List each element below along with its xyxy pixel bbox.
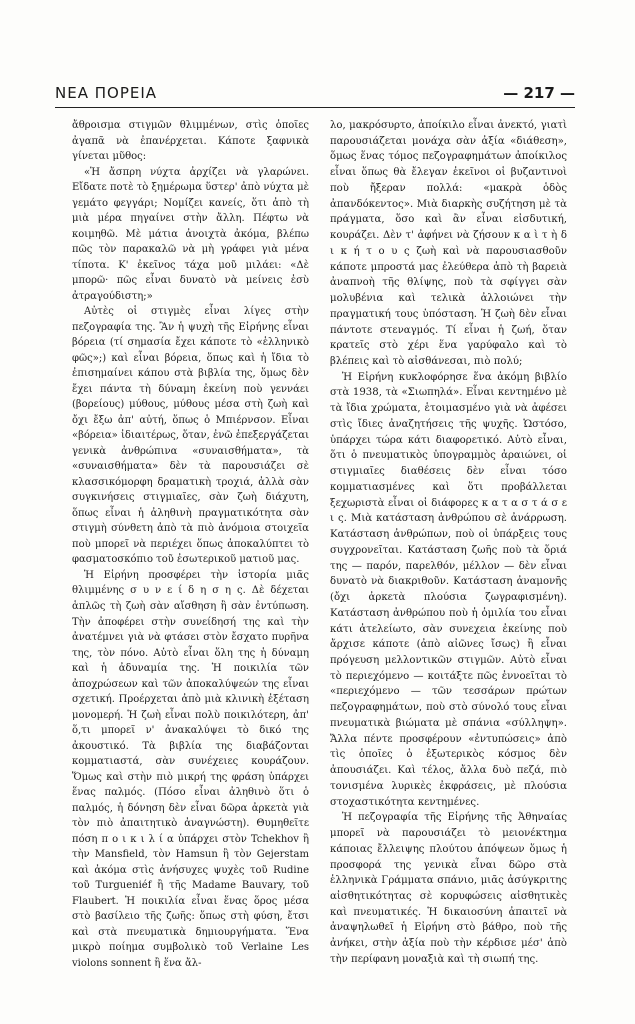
paragraph: ἄθροισμα στιγμῶν θλιμμένων, στὶς ὁποῖες ἀγαπᾶ νὰ ἐπανέρχεται. Κάποτε ξαφνικὰ γίνεται μῦθος: xyxy=(72,120,309,163)
running-header xyxy=(55,84,575,106)
paragraph: Ἡ Εἰρήνη κυκλοφόρησε ἕνα ἀκόμη βιβλίο στὰ 1938, τὰ «Σιωπηλά». Εἶναι κεντημένο μὲ τὰ ἴδια χρώματα, ἑτοιμασμένο γιὰ νὰ ἀφέσει στὶς ἴδιες ἀναζητήσεις τῆς ψυχῆς. Ὡστόσο, ὑπάρχει τώρα κάτι διαφορετικό. Αὐτὸ εἶναι, ὅτι ὁ πνευματικὸς ὑπογραμμὸς ἀραιώνει, οἱ στιγμιαῖες διαθέσεις δὲν εἶναι τόσο κομματιασμένες καὶ ὅτι προβάλλεται ξεχωριστὰ εἶναι οἱ διάφορες κ α τ α σ τ ά σ ε ι ς. Μιὰ κατάσταση ἀνθρώπου σὲ ἀνάρρωση. Κατάσταση ἀνθρώπων, ποὺ οἱ ὑπάρξεις τους συγχρονεῖται. Κατάσταση ζωῆς ποὺ τὰ ὅριά της — παρόν, παρελθόν, μέλλον — δὲν εἶναι δυνατὸ νὰ διακριθοῦν. Κατάσταση ἀναμονῆς (ὄχι ἀρκετὰ πλούσια ζωγραφισμένη). Κατάσταση ἀνθρώπου ποὺ ἡ ὁμιλία του εἶναι κάτι ἀτελείωτο, σὰν συνεχεια ἐκείνης ποὺ ἄρχισε κάποτε (ἀπὸ αἰῶνες ἴσως) ἢ εἶναι πρόγευση μελλοντικῶν στιγμῶν. Αὐτὸ εἶναι τὸ περιεχόμενο — κοιτάξτε πῶς ἐννοεῖται τὸ «περιεχόμενο — τῶν τεσσάρων πρώτων πεζογραφημάτων, ποὺ στὸ σύνολό τους εἶναι πνευματικὰ βιώματα μὲ σπάνια «σύλληψη». Ἄλλα πέντε προσφέρουν «ἐντυπώσεις» ἀπὸ τὶς ὁποῖες ὁ ἐξωτερικὸς κόσμος δὲν ἀπουσιάζει. Καὶ τέλος, ἄλλα δυὸ πεζά, πιὸ τονισμένα λυρικὲς ἐκφράσεις, μὲ πλούσια στοχαστικότητα κεντημένες. xyxy=(330,371,567,808)
paragraph: Ἡ πεζογραφία τῆς Εἰρήνης τῆς Ἀθηναίας μπορεῖ νὰ παρουσιάζει τὸ μειονέκτημα κάποιας ἔλλειψης πλούτου ἀπόψεων ὅμως ἡ προσφορά της γενικὰ εἶναι δῶρο στὰ ἑλληνικὰ Γράμματα σπάνιο, μιᾶς ἀσύγκριτης αἰσθητικότητας σὲ κορυφώσεις αἰσθητικὲς καὶ πνευματικές. Ἡ δικαιοσύνη ἀπαιτεῖ νὰ ἀναψηλωθεῖ ἡ Εἰρήνη στὸ βάθρο, ποὺ τῆς ἀνήκει, στὴν ἀξία ποὺ τὴν κέρδισε μέσ' ἀπὸ τὴν περίφανη μοναξιὰ καὶ τὴ σιωπή της. xyxy=(330,812,567,965)
header-rule xyxy=(55,107,575,108)
left-column xyxy=(72,118,309,971)
page-number: — 217 — xyxy=(503,84,575,102)
journal-title: ΝΕΑ ΠΟΡΕΙΑ xyxy=(55,84,158,102)
right-column xyxy=(330,118,567,968)
paragraph: λο, μακρόσυρτο, ἀποίκιλο εἶναι ἀνεκτό, γιατὶ παρουσιάζεται μονάχα σὰν ἀξία «διάθεση», ὅμως ἕνας τόμος πεζογραφημάτων ἀποίκιλος εἶναι ὅπως θὰ ἔλεγαν ἐκεῖνοι οἱ βυζαντινοὶ ποὺ ἤξεραν πολλά: «μακρὰ ὁδὸς ἀπανδόκεντος». Μιὰ διαρκὴς συζήτηση μὲ τὰ πράγματα, ὅσο καὶ ἂν εἶναι εἰσδυτική, κουράζει. Δὲν τ' ἀφήνει νὰ ζήσουν κ α ὶ τ ὴ δ ι κ ή τ ο υ ς ζωὴ καὶ νὰ παρουσιασθοῦν κάποτε μπροστά μας ἐλεύθερα ἀπὸ τὴ βαρειὰ ἀναπνοὴ τῆς θλίψης, ποὺ τὰ σφίγγει σὰν μολυβένια καὶ τελικὰ ἀλλοιώνει τὴν πραγματική τους ὑπόσταση. Ἡ ζωὴ δὲν εἶναι πάντοτε στεναγμός. Τί εἶναι ἡ ζωή, ὅταν κρατεῖς στὸ χέρι ἕνα γαρύφαλο καὶ τὸ βλέπεις καὶ τὸ αἰσθάνεσαι, πιὸ πολύ; xyxy=(330,120,567,368)
paragraph: Αὐτὲς οἱ στιγμὲς εἶναι λίγες στὴν πεζογραφία της. Ἂν ἡ ψυχὴ τῆς Εἰρήνης εἶναι βόρεια (τί σημασία ἔχει κάποτε τὸ «ἑλληνικὸ φῶς»;) καὶ εἶναι βόρεια, ὅπως καὶ ἡ ἴδια τὸ ἐπισημαίνει κάπου στὰ βιβλία της, ὅμως δὲν ἔχει πάντα τὴ δύναμη ἐκείνη ποὺ γεννάει (βορείους) μύθους, μύθους μέσα στὴ ζωὴ καὶ ὄχι ἔξω ἀπ' αὐτή, ὅπως ὁ Μπιέρνσον. Εἶναι «βόρεια» ἰδιαιτέρως, ὅταν, ἐνῶ ἐπεξεργάζεται γενικὰ ἀνθρώπινα «συναισθήματα», τὰ «συναισθήματα» δὲν τὰ παρουσιάζει σὲ κλασσικόμορφη δραματικὴ τροχιά, ἀλλὰ σὰν συγκινήσεις στιγμιαῖες, σὰν ζωὴ διάχυτη, ὅπως εἶναι ἡ ἀληθινὴ πραγματικότητα σὰν στιγμὴ σύνθετη ἀπὸ τὰ πιὸ ἀνόμοια στοιχεῖα ποὺ μπορεῖ νὰ περιέχει ὅπως ἀποκαλύπτει τὸ φασματοσκόπιο τοῦ ἐσωτερικοῦ ματιοῦ μας. xyxy=(72,306,309,566)
paragraph: Ἡ Εἰρήνη προσφέρει τὴν ἱστορία μιᾶς θλιμμένης σ υ ν ε ί δ η σ η ς. Δὲ δέχεται ἁπλῶς τὴ ζωὴ σὰν αἴσθηση ἢ σὰν ἐντύπωση. Τὴν ἀποφέρει στὴν συνείδησή της καὶ τὴν ἀνατέμνει γιὰ νὰ φτάσει στὸν ἔσχατο πυρῆνα της, τὸν πόνο. Αὐτὸ εἶναι ὅλη της ἡ δύναμη καὶ ἡ ἀδυναμία της. Ἡ ποικιλία τῶν ἀποχρώσεων καὶ τῶν ἀποκαλύψεών της εἶναι σχετική. Προέρχεται ἀπὸ μιὰ κλινικὴ ἐξέταση μονομερή. Ἡ ζωὴ εἶναι πολὺ ποικιλότερη, ἀπ' ὅ,τι μπορεῖ ν' ἀνακαλύψει τὸ δικό της ἀκουστικό. Τὰ βιβλία της διαβάζονται κομματιαστά, σὰν συνέχειες κουράζουν. Ὅμως καὶ στὴν πιὸ μικρή της φράση ὑπάρχει ἕνας παλμός. (Πόσο εἶναι ἀληθινὸ ὅτι ὁ παλμός, ἡ δόνηση δὲν εἶναι δῶρα ἀρκετὰ γιὰ τὸν πιὸ ἀπαιτητικὸ ἀναγνώστη). Θυμηθεῖτε πόση π ο ι κ ι λ ί α ὑπάρχει στὸν Tchekhov ἢ τὴν Mansfield, τὸν Hamsun ἢ τὸν Gejerstam καὶ ἀκόμα στὶς ἀνήσυχες ψυχὲς τοῦ Rudine τοῦ Turgueniéf ἢ τῆς Madame Bauvary, τοῦ Flaubert. Ἡ ποικιλία εἶναι ἕνας ὅρος μέσα στὸ βασίλειο τῆς ζωῆς: ὅπως στὴ φύση, ἔτσι καὶ στὰ πνευματικὰ δημιουργήματα. Ἕνα μικρὸ ποίημα συμβολικὸ τοῦ Verlaine Les violons sonnent ἢ ἕνα ἄλ- xyxy=(72,569,309,969)
paragraph: «Ἡ ἄσπρη νύχτα ἀρχίζει νὰ γλαρώνει. Εἴδατε ποτὲ τὸ ξημέρωμα ὕστερ' ἀπὸ νύχτα μὲ γεμάτο φεγγάρι; Νομίζει κανείς, ὅτι ἀπὸ τὴ μιὰ μέρα πηγαίνει στὴν ἄλλη. Πέφτω νὰ κοιμηθῶ. Μὲ μάτια ἀνοιχτὰ ἀκόμα, βλέπω πῶς τὸν παρακαλῶ νὰ μὴ γράφει γιὰ μένα τίποτα. Κ' ἐκεῖνος τάχα μοῦ μιλάει: «Δὲ μπορῶ· πῶς εἶναι δυνατὸ νὰ μείνεις ἐσὺ ἀτραγούδιστη;» xyxy=(72,166,309,302)
